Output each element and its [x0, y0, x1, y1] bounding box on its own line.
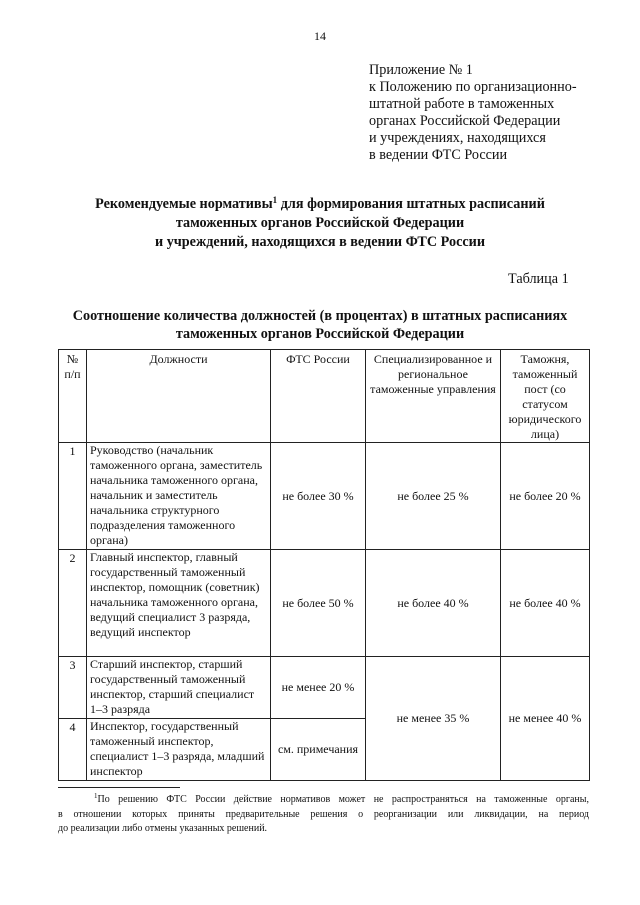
footnote	[58, 793, 589, 837]
document-title	[0, 195, 640, 252]
cell-position: Главный инспектор, главный государственный таможенный инспектор, помощник (советник) начальника таможенного органа, ведущий специалист 3 разряда, ведущий инспектор	[87, 550, 271, 657]
cell-specialized: не менее 35 %	[366, 657, 501, 781]
appendix-line: и учреждениях, находящихся	[369, 130, 546, 146]
cell-specialized: не более 25 %	[366, 443, 501, 550]
cell-fts: не менее 20 %	[271, 657, 366, 719]
title-line-2: таможенных органов Российской Федерации	[175, 215, 465, 231]
header-specialized: Специализированное и региональное таможенные управления	[366, 350, 501, 443]
cell-num: 3	[59, 657, 87, 719]
cell-fts: см. примечания	[271, 719, 366, 781]
appendix-line: Приложение № 1	[369, 62, 473, 78]
title-text: Рекомендуемые нормативы	[95, 196, 273, 212]
norms-table	[58, 349, 590, 781]
cell-num: 2	[59, 550, 87, 657]
appendix-line: штатной работе в таможенных	[369, 96, 555, 112]
footnote-line-3: до реализации либо отмены указанных решений.	[58, 823, 268, 834]
cell-specialized: не более 40 %	[366, 550, 501, 657]
table-row	[59, 443, 590, 550]
title-line-3: и учреждений, находящихся в ведении ФТС России	[154, 234, 486, 250]
cell-fts: не более 50 %	[271, 550, 366, 657]
appendix-line: в ведении ФТС России	[369, 147, 508, 163]
footnote-line-1	[58, 793, 589, 808]
cell-position: Инспектор, государственный таможенный инспектор, специалист 1–3 разряда, младший инспектор	[87, 719, 271, 781]
page-number: 14	[314, 29, 326, 43]
table-title	[0, 307, 640, 343]
cell-position: Старший инспектор, старший государственный таможенный инспектор, старший специалист 1–3 разряда	[87, 657, 271, 719]
table-title-line-1: Соотношение количества должностей (в процентах) в штатных расписаниях	[72, 308, 568, 324]
table-row	[59, 657, 590, 719]
cell-customs: не более 20 %	[501, 443, 590, 550]
table-title-line-2: таможенных органов Российской Федерации	[175, 326, 465, 342]
appendix-line: к Положению по организационно-	[369, 79, 577, 95]
cell-position: Руководство (начальник таможенного органа, заместитель начальника таможенного органа, начальник и заместитель начальника структурного подразделения таможенного органа)	[87, 443, 271, 550]
header-position: Должности	[87, 350, 271, 443]
cell-customs: не более 40 %	[501, 550, 590, 657]
title-line-1	[0, 195, 640, 214]
cell-num: 4	[59, 719, 87, 781]
cell-num: 1	[59, 443, 87, 550]
footnote-divider	[58, 787, 180, 788]
cell-fts: не более 30 %	[271, 443, 366, 550]
table-row	[59, 550, 590, 657]
footnote-mark: 1	[94, 792, 98, 800]
title-text-cont: для формирования штатных расписаний	[277, 196, 545, 212]
table-header-row	[59, 350, 590, 443]
title-footnote-mark: 1	[272, 195, 278, 205]
appendix-line: органах Российской Федерации	[369, 113, 561, 129]
footnote-text: По решению ФТС России действие нормативов может не распространяться на таможенные органы,	[97, 794, 589, 805]
header-num: № п/п	[59, 350, 87, 443]
table-label: Таблица 1	[508, 271, 569, 287]
header-fts: ФТС России	[271, 350, 366, 443]
footnote-line-2: в отношении которых приняты предварительные решения о реорганизации или ликвидации, на период	[58, 808, 589, 820]
header-customs: Таможня, таможенный пост (со статусом юридического лица)	[501, 350, 590, 443]
appendix-note	[369, 62, 619, 164]
cell-customs: не менее 40 %	[501, 657, 590, 781]
